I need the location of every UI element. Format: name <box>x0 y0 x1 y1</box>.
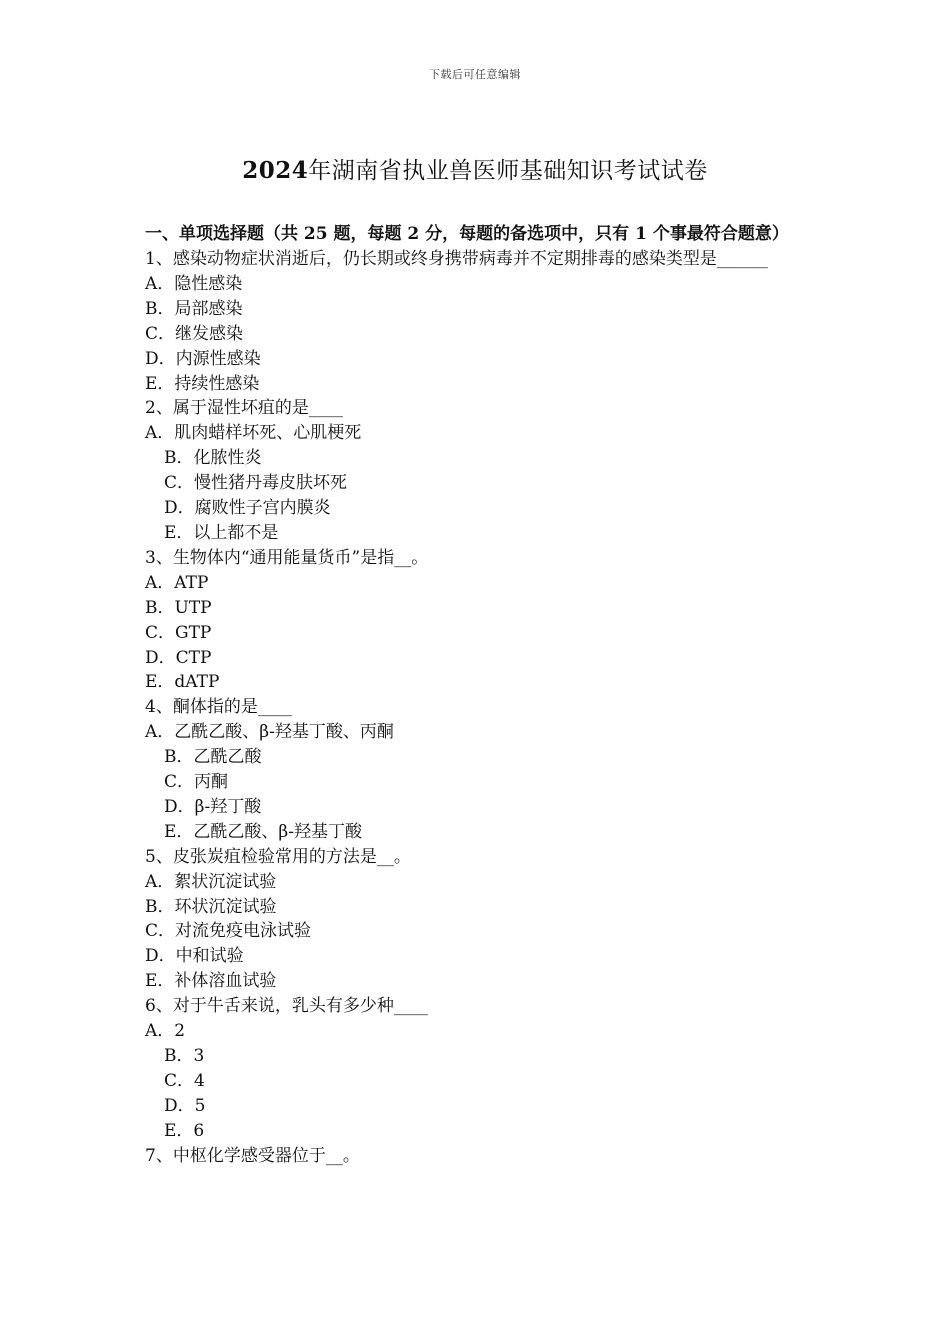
document-body <box>145 222 810 1169</box>
answer-option: D．内源性感染 <box>145 348 261 369</box>
question-stem: 1、感染动物症状消逝后，仍长期或终身携带病毒并不定期排毒的感染类型是______ <box>145 249 768 269</box>
answer-option: B．局部感染 <box>145 298 243 319</box>
answer-option: E．6 <box>164 1120 205 1141</box>
answer-option: C．对流免疫电泳试验 <box>145 921 312 942</box>
document-title <box>0 152 950 185</box>
answer-option: E．补体溶血试验 <box>145 971 277 992</box>
title-year: 2024 <box>242 157 309 184</box>
answer-option: D．中和试验 <box>145 946 244 967</box>
answer-option: E．乙酰乙酸、β-羟基丁酸 <box>164 821 362 842</box>
question-stem: 7、中枢化学感受器位于__。 <box>145 1145 360 1166</box>
answer-option: A．肌肉蜡样坏死、心肌梗死 <box>145 423 362 444</box>
answer-option: A．2 <box>145 1021 186 1042</box>
answer-option: A．隐性感染 <box>145 273 243 294</box>
answer-option: C．慢性猪丹毒皮肤坏死 <box>164 473 348 494</box>
question-stem: 3、生物体内“通用能量货币”是指__。 <box>145 547 429 568</box>
answer-option: D．CTP <box>145 647 212 668</box>
answer-option: B．乙酰乙酸 <box>164 747 262 768</box>
answer-option: A．ATP <box>145 572 209 593</box>
answer-option: A．乙酰乙酸、β-羟基丁酸、丙酮 <box>145 722 394 743</box>
question-list <box>145 247 810 1169</box>
answer-option: A．絮状沉淀试验 <box>145 871 277 892</box>
answer-option: D．5 <box>164 1095 206 1116</box>
answer-option: E．以上都不是 <box>164 522 279 543</box>
section-heading: 一、单项选择题（共 25 题，每题 2 分，每题的备选项中，只有 1 个事最符合题意） <box>145 224 789 244</box>
answer-option: C．4 <box>164 1070 205 1091</box>
answer-option: E．dATP <box>145 672 220 693</box>
question-stem: 5、皮张炭疽检验常用的方法是__。 <box>145 846 411 867</box>
answer-option: C．继发感染 <box>145 323 244 344</box>
answer-option: B．环状沉淀试验 <box>145 896 277 917</box>
answer-option: C．丙酮 <box>164 772 229 793</box>
answer-option: E．持续性感染 <box>145 373 260 394</box>
answer-option: D．β-羟丁酸 <box>164 796 262 817</box>
answer-option: B．UTP <box>145 597 212 618</box>
title-text: 年湖南省执业兽医师基础知识考试试卷 <box>308 158 708 184</box>
question-stem: 6、对于牛舌来说，乳头有多少种____ <box>145 996 428 1017</box>
answer-option: D．腐败性子宫内膜炎 <box>164 498 331 519</box>
answer-option: B．化脓性炎 <box>164 448 262 469</box>
answer-option: B．3 <box>164 1046 205 1066</box>
question-stem: 4、酮体指的是____ <box>145 697 292 718</box>
answer-option: C．GTP <box>145 622 212 643</box>
question-stem: 2、属于湿性坏疽的是____ <box>145 398 343 419</box>
header-note: 下载后可任意编辑 <box>429 68 521 81</box>
